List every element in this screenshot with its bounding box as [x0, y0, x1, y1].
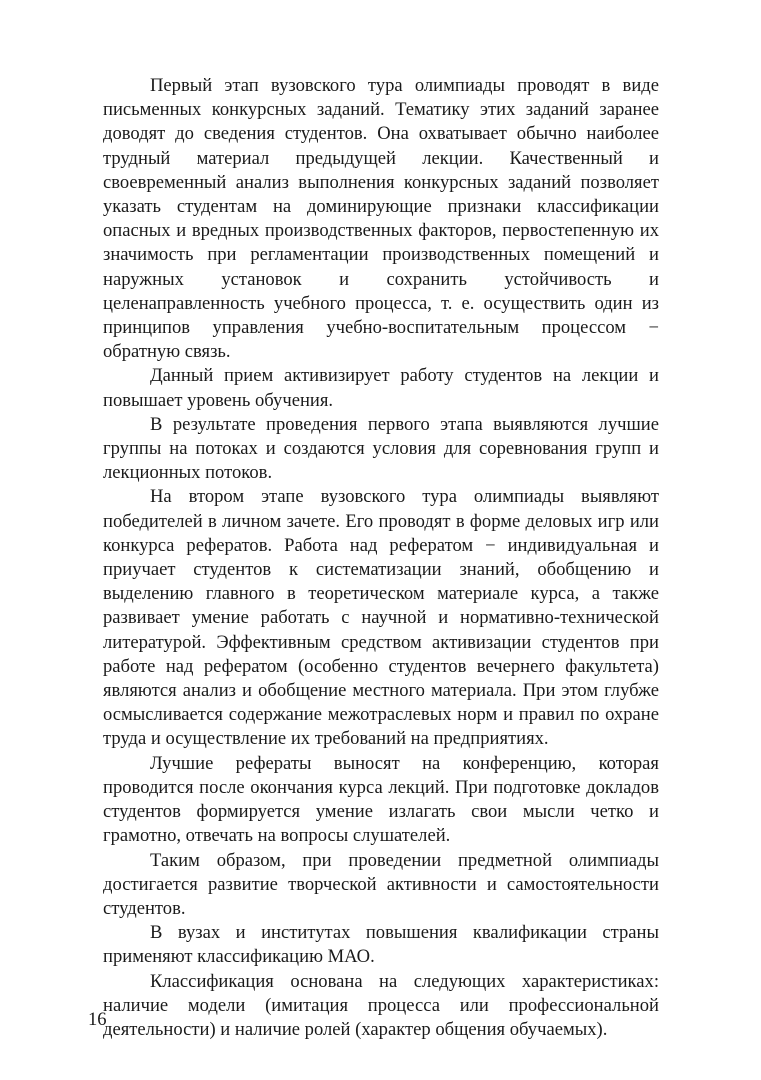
- paragraph-7: В вузах и институтах повышения квалификации страны применяют классификацию МАО.: [103, 922, 659, 968]
- paragraph-4: На втором этапе вузовского тура олимпиады выявляют победителей в личном зачете. Его проводят в форме деловых игр или конкурса рефератов. Работа над рефератом − индивидуальная и приучает студентов к систематизации знаний, обобщению и выделению главного в теоретическом материале курса, а также развивает умение работать с научной и нормативно-технической литературой. Эффективным средством активизации студентов при работе над рефератом (особенно студентов вечернего факультета) являются анализ и обобщение местного материала. При этом глубже осмысливается содержание межотраслевых норм и правил по охране труда и осуществление их требований на предприятиях.: [103, 486, 659, 750]
- paragraph-1: Первый этап вузовского тура олимпиады проводят в виде письменных конкурсных заданий. Тематику этих заданий заранее доводят до сведения студентов. Она охватывает обычно наиболее трудный материал предыдущей лекции. Качественный и своевременный анализ выполнения конкурсных заданий позволяет указать студентам на доминирующие признаки классификации опасных и вредных производственных факторов, первостепенную их значимость при регламентации производственных помещений и наружных установок и сохранить устойчивость и целенаправленность учебного процесса, т. е. осуществить один из принципов управления учебно-воспитательным процессом − обратную связь.: [103, 75, 659, 363]
- paragraph-5: Лучшие рефераты выносят на конференцию, которая проводится после окончания курса лекций. При подготовке докладов студентов формируется умение излагать свои мысли четко и грамотно, отвечать на вопросы слушателей.: [103, 752, 659, 847]
- paragraph-2: Данный прием активизирует работу студентов на лекции и повышает уровень обучения.: [103, 365, 659, 411]
- paragraph-6: Таким образом, при проведении предметной олимпиады достигается развитие творческой активности и самостоятельности студентов.: [103, 849, 659, 919]
- paragraph-8: Классификация основана на следующих характеристиках: наличие модели (имитация процесса или профессиональной деятельности) и наличие ролей (характер общения обучаемых).: [103, 970, 659, 1040]
- page-number: 16: [88, 1009, 107, 1030]
- paragraph-3: В результате проведения первого этапа выявляются лучшие группы на потоках и создаются условия для соревнования групп и лекционных потоков.: [103, 413, 659, 484]
- body-text: [103, 74, 659, 1042]
